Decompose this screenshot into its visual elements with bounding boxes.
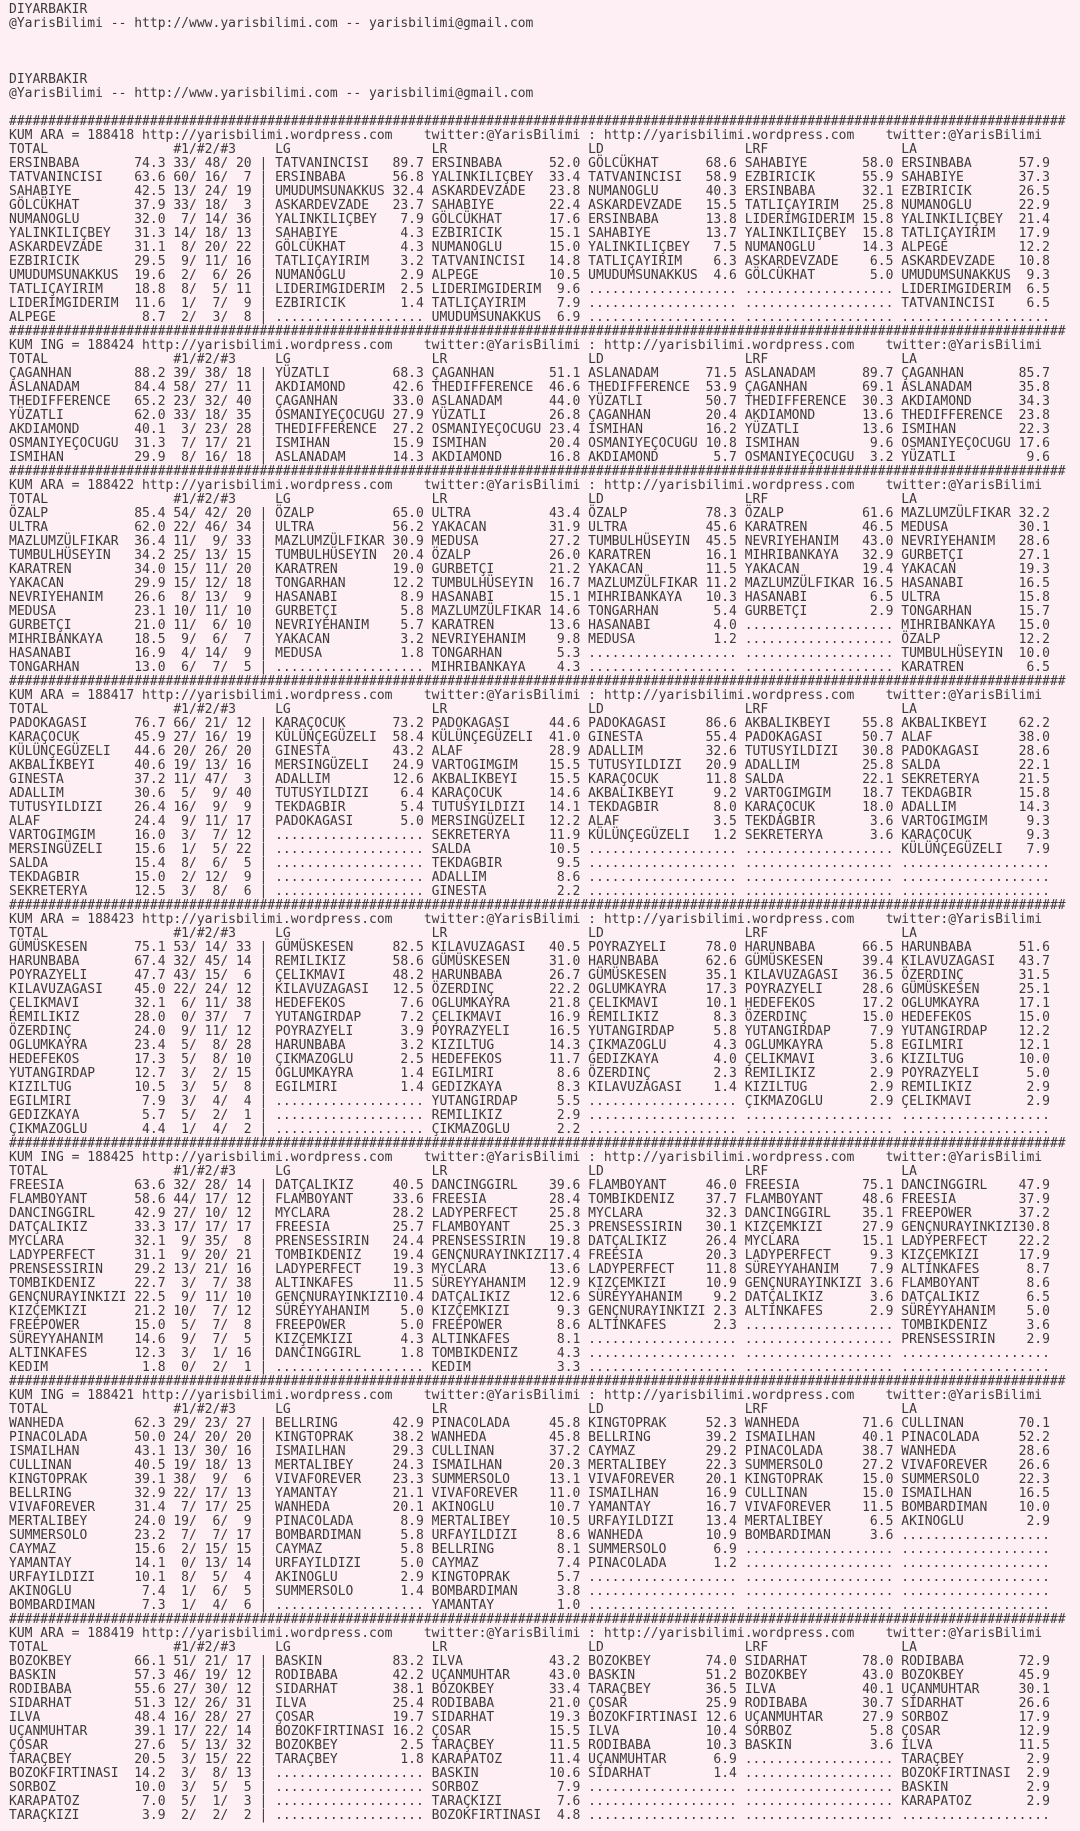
blank-line (9, 45, 1080, 59)
table-row: BELLRING 32.9 22/ 17/ 13 | YAMANTAY 21.1 VIVAFOREVER 11.0 ISMAILHAN 16.9 CULLINAN 15.0 ISMAILHAN 16.5 (9, 1486, 1050, 1501)
column-header: TOTAL #1/#2/#3 LG LR LD LRF LA (9, 492, 917, 507)
table-row: KIZÇEMKIZI 21.2 10/ 7/ 12 | SÜREYYAHANIM 5.0 KIZÇEMKIZI 9.3 GENÇNURAYINKIZI 2.3 ALTINKAFES 2.9 SÜREYYAHANIM 5.0 (9, 1304, 1050, 1319)
race-section (9, 1613, 1080, 1823)
table-row: ASLANADAM 84.4 58/ 27/ 11 | AKDIAMOND 42.6 THEDIFFERENCE 46.6 THEDIFFERENCE 53.9 ÇAGANHAN 69.1 ASLANADAM 35.8 (9, 380, 1050, 395)
table-row: TATVANINCISI 63.6 60/ 16/ 7 | ERSINBABA 56.8 YALINKILIÇBEY 33.4 TATVANINCISI 58.9 EZBIRICIK 55.9 SAHABIYE 37.3 (9, 170, 1050, 185)
table-row: AKINOGLU 7.4 1/ 6/ 5 | SUMMERSOLO 1.4 BOMBARDIMAN 3.8 ................... ................... ................... (9, 1584, 1050, 1599)
table-row: GÜMÜSKESEN 75.1 53/ 14/ 33 | GÜMÜSKESEN 82.5 KILAVUZAGASI 40.5 POYRAZYELI 78.0 HARUNBABA 66.5 HARUNBABA 51.6 (9, 940, 1050, 955)
table-row: NEVRIYEHANIM 26.6 8/ 13/ 9 | HASANABI 8.9 HASANABI 15.1 MIHRIBANKAYA 10.3 HASANABI 6.5 ULTRA 15.8 (9, 590, 1050, 605)
table-row: BOZOKFIRTINASI 14.2 3/ 8/ 13 | ................... BASKIN 10.6 SIDARHAT 1.4 ................... BOZOKFIRTINASI 2.9 (9, 1766, 1050, 1781)
table-row: OSMANIYEÇOCUGU 31.3 7/ 17/ 21 | ISMIHAN 15.9 ISMIHAN 20.4 OSMANIYEÇOCUGU 10.8 ISMIHAN 9.6 OSMANIYEÇOCUGU 17.6 (9, 436, 1050, 451)
table-row: TOMBIKDENIZ 22.7 3/ 7/ 38 | ALTINKAFES 11.5 SÜREYYAHANIM 12.9 KIZÇEMKIZI 10.9 GENÇNURAYINKIZI 3.6 FLAMBOYANT 8.6 (9, 1276, 1050, 1291)
table-row: YAKACAN 29.9 15/ 12/ 18 | TONGARHAN 12.2 TUMBULHÜSEYIN 16.7 MAZLUMZÜLFIKAR 11.2 MAZLUMZÜLFIKAR 16.5 HASANABI 16.5 (9, 576, 1050, 591)
table-row: LIDERIMGIDERIM 11.6 1/ 7/ 9 | EZBIRICIK 1.4 TATLIÇAYIRIM 7.9 ................... ................... TATVANINCISI 6.5 (9, 296, 1050, 311)
table-row: REMILIKIZ 28.0 0/ 37/ 7 | YUTANGIRDAP 7.2 ÇELIKMAVI 16.9 REMILIKIZ 8.3 ÖZERDINÇ 15.0 HEDEFEKOS 15.0 (9, 1010, 1050, 1025)
table-row: ULTRA 62.0 22/ 46/ 34 | ULTRA 56.2 YAKACAN 31.9 ULTRA 45.6 KARATREN 46.5 MEDUSA 30.1 (9, 520, 1050, 535)
race-section (9, 675, 1080, 899)
table-row: MAZLUMZÜLFIKAR 36.4 11/ 9/ 33 | MAZLUMZÜLFIKAR 30.9 MEDUSA 27.2 TUMBULHÜSEYIN 45.5 NEVRIYEHANIM 43.0 NEVRIYEHANIM 28.6 (9, 534, 1050, 549)
table-row: PRENSESSIRIN 29.2 13/ 21/ 16 | LADYPERFECT 19.3 MYCLARA 13.6 LADYPERFECT 11.8 SÜREYYAHANIM 7.9 ALTINKAFES 8.7 (9, 1262, 1050, 1277)
table-row: KARATREN 34.0 15/ 11/ 20 | KARATREN 19.0 GURBETÇI 21.2 YAKACAN 11.5 YAKACAN 19.4 YAKACAN 19.3 (9, 562, 1050, 577)
table-row: NUMANOGLU 32.0 7/ 14/ 36 | YALINKILIÇBEY 7.9 GÖLCÜKHAT 17.6 ERSINBABA 13.8 LIDERIMGIDERIM 15.8 YALINKILIÇBEY 21.4 (9, 212, 1050, 227)
table-row: GENÇNURAYINKIZI 22.5 9/ 11/ 10 | GENÇNURAYINKIZI10.4 DATÇALIKIZ 12.6 SÜREYYAHANIM 9.2 DATÇALIKIZ 3.6 DATÇALIKIZ 6.5 (9, 1290, 1050, 1305)
section-separator: ####################################################################################################################################### (9, 1136, 1066, 1151)
table-row: MERSINGÜZELI 15.6 1/ 5/ 22 | ................... SALDA 10.5 ................... ................... KÜLÜNÇEGÜZELI 7.9 (9, 842, 1050, 857)
table-row: VARTOGIMGIM 16.0 3/ 7/ 12 | ................... SEKRETERYA 11.9 KÜLÜNÇEGÜZELI 1.2 SEKRETERYA 3.6 KARAÇOCUK 9.3 (9, 828, 1050, 843)
table-row: KIZILTUG 10.5 3/ 5/ 8 | EGILMIRI 1.4 GEDIZKAYA 8.3 KILAVUZAGASI 1.4 KIZILTUG 2.9 REMILIKIZ 2.9 (9, 1080, 1050, 1095)
table-row: ÖZERDINÇ 24.0 9/ 11/ 12 | POYRAZYELI 3.9 POYRAZYELI 16.5 YUTANGIRDAP 5.8 YUTANGIRDAP 7.9 YUTANGIRDAP 12.2 (9, 1024, 1050, 1039)
table-row: CAYMAZ 15.6 2/ 15/ 15 | CAYMAZ 5.8 BELLRING 8.1 SUMMERSOLO 6.9 ................... ................... (9, 1542, 1050, 1557)
section-separator: ####################################################################################################################################### (9, 898, 1066, 913)
table-row: BASKIN 57.3 46/ 19/ 12 | RODIBABA 42.2 UÇANMUHTAR 43.0 BASKIN 51.2 BOZOKBEY 43.0 BOZOKBEY 45.9 (9, 1668, 1050, 1683)
table-row: KARAPATOZ 7.0 5/ 1/ 3 | ................... TARAÇKIZI 7.6 ................... ................... KARAPATOZ 2.9 (9, 1794, 1050, 1809)
table-row: KILAVUZAGASI 45.0 22/ 24/ 12 | KILAVUZAGASI 12.5 ÖZERDINÇ 22.2 OGLUMKAYRA 17.3 POYRAZYELI 28.6 GÜMÜSKESEN 25.1 (9, 982, 1050, 997)
table-row: TUTUSYILDIZI 26.4 16/ 9/ 9 | TEKDAGBIR 5.4 TUTUSYILDIZI 14.1 TEKDAGBIR 8.0 KARAÇOCUK 18.0 ADALLIM 14.3 (9, 800, 1050, 815)
column-header: TOTAL #1/#2/#3 LG LR LD LRF LA (9, 1164, 917, 1179)
table-row: THEDIFFERENCE 65.2 23/ 32/ 40 | ÇAGANHAN 33.0 ASLANADAM 44.0 YÜZATLI 50.7 THEDIFFERENCE 30.3 AKDIAMOND 34.3 (9, 394, 1050, 409)
table-row: TARAÇKIZI 3.9 2/ 2/ 2 | ................... BOZOKFIRTINASI 4.8 ................... ................... ................... (9, 1808, 1050, 1823)
table-row: EGILMIRI 7.9 3/ 4/ 4 | ................... YUTANGIRDAP 5.5 ................... ÇIKMAZOGLU 2.9 ÇELIKMAVI 2.9 (9, 1094, 1050, 1109)
table-row: ÖZALP 85.4 54/ 42/ 20 | ÖZALP 65.0 ULTRA 43.4 ÖZALP 78.3 ÖZALP 61.6 MAZLUMZÜLFIKAR 32.2 (9, 506, 1050, 521)
table-row: MYCLARA 32.1 9/ 35/ 8 | PRENSESSIRIN 24.4 PRENSESSIRIN 19.8 DATÇALIKIZ 26.4 MYCLARA 15.1 LADYPERFECT 22.2 (9, 1234, 1050, 1249)
race-sections (9, 115, 1080, 1823)
column-header: TOTAL #1/#2/#3 LG LR LD LRF LA (9, 702, 917, 717)
table-row: ALAF 24.4 9/ 11/ 17 | PADOKAGASI 5.0 MERSINGÜZELI 12.2 ALAF 3.5 TEKDAGBIR 3.6 VARTOGIMGIM 9.3 (9, 814, 1050, 829)
table-row: ISMIHAN 29.9 8/ 16/ 18 | ASLANADAM 14.3 AKDIAMOND 16.8 AKDIAMOND 5.7 OSMANIYEÇOCUGU 3.2 YÜZATLI 9.6 (9, 450, 1050, 465)
table-row: EZBIRICIK 29.5 9/ 11/ 16 | TATLIÇAYIRIM 3.2 TATVANINCISI 14.8 TATLIÇAYIRIM 6.3 ASKARDEVZADE 6.5 ASKARDEVZADE 10.8 (9, 254, 1050, 269)
table-row: ASKARDEVZADE 31.1 8/ 20/ 22 | GÖLCÜKHAT 4.3 NUMANOGLU 15.0 YALINKILIÇBEY 7.5 NUMANOGLU 14.3 ALPEGE 12.2 (9, 240, 1050, 255)
table-row: VIVAFOREVER 31.4 7/ 17/ 25 | WANHEDA 20.1 AKINOGLU 10.7 YAMANTAY 16.7 VIVAFOREVER 11.5 BOMBARDIMAN 10.0 (9, 1500, 1050, 1515)
table-row: SUMMERSOLO 23.2 7/ 7/ 17 | BOMBARDIMAN 5.8 URFAYILDIZI 8.6 WANHEDA 10.9 BOMBARDIMAN 3.6 ................... (9, 1528, 1050, 1543)
table-row: MIHRIBANKAYA 18.5 9/ 6/ 7 | YAKACAN 3.2 NEVRIYEHANIM 9.8 MEDUSA 1.2 ................... ÖZALP 12.2 (9, 632, 1050, 647)
section-title: KUM ARA = 188418 http://yarisbilimi.wordpress.com twitter:@YarisBilimi : http://yarisbilimi.wordpress.com twitter:@YarisBilimi (9, 128, 1043, 143)
table-row: YUTANGIRDAP 12.7 3/ 2/ 15 | OGLUMKAYRA 1.4 EGILMIRI 8.6 ÖZERDINÇ 2.3 REMILIKIZ 2.9 POYRAZYELI 5.0 (9, 1066, 1050, 1081)
table-row: ÇIKMAZOGLU 4.4 1/ 4/ 2 | ................... ÇIKMAZOGLU 2.2 ................... ................... ................... (9, 1122, 1050, 1137)
section-title: KUM ING = 188424 http://yarisbilimi.wordpress.com twitter:@YarisBilimi : http://yarisbilimi.wordpress.com twitter:@YarisBilimi (9, 338, 1043, 353)
section-title: KUM ING = 188425 http://yarisbilimi.wordpress.com twitter:@YarisBilimi : http://yarisbilimi.wordpress.com twitter:@YarisBilimi (9, 1150, 1043, 1165)
table-row: KARAÇOCUK 45.9 27/ 16/ 19 | KÜLÜNÇEGÜZELI 58.4 KÜLÜNÇEGÜZELI 41.0 GINESTA 55.4 PADOKAGASI 50.7 ALAF 38.0 (9, 730, 1050, 745)
table-row: DATÇALIKIZ 33.3 17/ 17/ 17 | FREESIA 25.7 FLAMBOYANT 25.3 PRENSESSIRIN 30.1 KIZÇEMKIZI 27.9 GENÇNURAYINKIZI30.8 (9, 1220, 1050, 1235)
blank-line (9, 31, 1080, 45)
doc-title: DIYARBAKIR (9, 2, 88, 17)
doc-contact: @YarisBilimi -- http://www.yarisbilimi.com -- yarisbilimi@gmail.com (9, 16, 534, 31)
table-row: KÜLÜNÇEGÜZELI 44.6 20/ 26/ 20 | GINESTA 43.2 ALAF 28.9 ADALLIM 32.6 TUTUSYILDIZI 30.8 PADOKAGASI 28.6 (9, 744, 1050, 759)
table-row: AKDIAMOND 40.1 3/ 23/ 28 | THEDIFFERENCE 27.2 OSMANIYEÇOCUGU 23.4 ISMIHAN 16.2 YÜZATLI 13.6 ISMIHAN 22.3 (9, 422, 1050, 437)
table-row: ALPEGE 8.7 2/ 3/ 8 | ................... UMUDUMSUNAKKUS 6.9 ................... ................... ................... (9, 310, 1050, 325)
table-row: HASANABI 16.9 4/ 14/ 9 | MEDUSA 1.8 TONGARHAN 5.3 ................... ................... TUMBULHÜSEYIN 10.0 (9, 646, 1050, 661)
table-row: GEDIZKAYA 5.7 5/ 2/ 1 | ................... REMILIKIZ 2.9 ................... ................... ................... (9, 1108, 1050, 1123)
table-row: ISMAILHAN 43.1 13/ 30/ 16 | ISMAILHAN 29.3 CULLINAN 37.2 CAYMAZ 29.2 PINACOLADA 38.7 WANHEDA 28.6 (9, 1444, 1050, 1459)
table-row: MEDUSA 23.1 10/ 11/ 10 | GURBETÇI 5.8 MAZLUMZÜLFIKAR 14.6 TONGARHAN 5.4 GURBETÇI 2.9 TONGARHAN 15.7 (9, 604, 1050, 619)
race-section (9, 899, 1080, 1137)
table-row: DANCINGGIRL 42.9 27/ 10/ 12 | MYCLARA 28.2 LADYPERFECT 25.8 MYCLARA 32.3 DANCINGGIRL 35.1 FREEPOWER 37.2 (9, 1206, 1050, 1221)
column-header: TOTAL #1/#2/#3 LG LR LD LRF LA (9, 142, 917, 157)
table-row: POYRAZYELI 47.7 43/ 15/ 6 | ÇELIKMAVI 48.2 HARUNBABA 26.7 GÜMÜSKESEN 35.1 KILAVUZAGASI 36.5 ÖZERDINÇ 31.5 (9, 968, 1050, 983)
table-row: SORBOZ 10.0 3/ 5/ 5 | ................... SORBOZ 7.9 ................... ................... BASKIN 2.9 (9, 1780, 1050, 1795)
table-row: TEKDAGBIR 15.0 2/ 12/ 9 | ................... ADALLIM 8.6 ................... ................... ................... (9, 870, 1050, 885)
table-row: ILVA 48.4 16/ 28/ 27 | ÇOSAR 19.7 SIDARHAT 19.3 BOZOKFIRTINASI 12.6 UÇANMUHTAR 27.9 SORBOZ 17.9 (9, 1710, 1050, 1725)
document-header (9, 3, 1080, 115)
table-row: YÜZATLI 62.0 33/ 18/ 35 | OSMANIYEÇOCUGU 27.9 YÜZATLI 26.8 ÇAGANHAN 20.4 AKDIAMOND 13.6 THEDIFFERENCE 23.8 (9, 408, 1050, 423)
table-row: SALDA 15.4 8/ 6/ 5 | ................... TEKDAGBIR 9.5 ................... ................... ................... (9, 856, 1050, 871)
table-row: TATLIÇAYIRIM 18.8 8/ 5/ 11 | LIDERIMGIDERIM 2.5 LIDERIMGIDERIM 9.6 ................... ................... LIDERIMGIDERIM 6.5 (9, 282, 1050, 297)
table-row: FLAMBOYANT 58.6 44/ 17/ 12 | FLAMBOYANT 33.6 FREESIA 28.4 TOMBIKDENIZ 37.7 FLAMBOYANT 48.6 FREESIA 37.9 (9, 1192, 1050, 1207)
table-row: ADALLIM 30.6 5/ 9/ 40 | TUTUSYILDIZI 6.4 KARAÇOCUK 14.6 AKBALIKBEYI 9.2 VARTOGIMGIM 18.7 TEKDAGBIR 15.8 (9, 786, 1050, 801)
table-row: KEDIM 1.8 0/ 2/ 1 | ................... KEDIM 3.3 ................... ................... ................... (9, 1360, 1050, 1375)
column-header: TOTAL #1/#2/#3 LG LR LD LRF LA (9, 1402, 917, 1417)
section-title: KUM ING = 188421 http://yarisbilimi.wordpress.com twitter:@YarisBilimi : http://yarisbilimi.wordpress.com twitter:@YarisBilimi (9, 1388, 1043, 1403)
table-row: GINESTA 37.2 11/ 47/ 3 | ADALLIM 12.6 AKBALIKBEYI 15.5 KARAÇOCUK 11.8 SALDA 22.1 SEKRETERYA 21.5 (9, 772, 1050, 787)
table-row: HEDEFEKOS 17.3 5/ 8/ 10 | ÇIKMAZOGLU 2.5 HEDEFEKOS 11.7 GEDIZKAYA 4.0 ÇELIKMAVI 3.6 KIZILTUG 10.0 (9, 1052, 1050, 1067)
section-separator: ####################################################################################################################################### (9, 324, 1066, 339)
table-row: TARAÇBEY 20.5 3/ 15/ 22 | TARAÇBEY 1.8 KARAPATOZ 11.4 UÇANMUHTAR 6.9 ................... TARAÇBEY 2.9 (9, 1752, 1050, 1767)
race-section (9, 1375, 1080, 1613)
doc-contact: @YarisBilimi -- http://www.yarisbilimi.com -- yarisbilimi@gmail.com (9, 86, 534, 101)
table-row: RODIBABA 55.6 27/ 30/ 12 | SIDARHAT 38.1 BOZOKBEY 33.4 TARAÇBEY 36.5 ILVA 40.1 UÇANMUHTAR 30.1 (9, 1682, 1050, 1697)
table-row: TUMBULHÜSEYIN 34.2 25/ 13/ 15 | TUMBULHÜSEYIN 20.4 ÖZALP 26.0 KARATREN 16.1 MIHRIBANKAYA 32.9 GURBETÇI 27.1 (9, 548, 1050, 563)
section-separator: ####################################################################################################################################### (9, 1612, 1066, 1627)
table-row: FREESIA 63.6 32/ 28/ 14 | DATÇALIKIZ 40.5 DANCINGGIRL 39.6 FLAMBOYANT 46.0 FREESIA 75.1 DANCINGGIRL 47.9 (9, 1178, 1050, 1193)
section-title: KUM ARA = 188419 http://yarisbilimi.wordpress.com twitter:@YarisBilimi : http://yarisbilimi.wordpress.com twitter:@YarisBilimi (9, 1626, 1043, 1641)
table-row: GURBETÇI 21.0 11/ 6/ 10 | NEVRIYEHANIM 5.7 KARATREN 13.6 HASANABI 4.0 ................... MIHRIBANKAYA 15.0 (9, 618, 1050, 633)
table-row: SIDARHAT 51.3 12/ 26/ 31 | ILVA 25.4 RODIBABA 21.0 ÇOSAR 25.9 RODIBABA 30.7 SIDARHAT 26.6 (9, 1696, 1050, 1711)
table-row: OGLUMKAYRA 23.4 5/ 8/ 28 | HARUNBABA 3.2 KIZILTUG 14.3 ÇIKMAZOGLU 4.3 OGLUMKAYRA 5.8 EGILMIRI 12.1 (9, 1038, 1050, 1053)
table-row: SAHABIYE 42.5 13/ 24/ 19 | UMUDUMSUNAKKUS 32.4 ASKARDEVZADE 23.8 NUMANOGLU 40.3 ERSINBABA 32.1 EZBIRICIK 26.5 (9, 184, 1050, 199)
column-header: TOTAL #1/#2/#3 LG LR LD LRF LA (9, 1640, 917, 1655)
blank-line (9, 59, 1080, 73)
section-separator: ####################################################################################################################################### (9, 1374, 1066, 1389)
table-row: SEKRETERYA 12.5 3/ 8/ 6 | ................... GINESTA 2.2 ................... ................... ................... (9, 884, 1050, 899)
doc-title: DIYARBAKIR (9, 72, 88, 87)
table-row: UÇANMUHTAR 39.1 17/ 22/ 14 | BOZOKFIRTINASI 16.2 ÇOSAR 15.5 ILVA 10.4 SORBOZ 5.8 ÇOSAR 12.9 (9, 1724, 1050, 1739)
table-row: FREEPOWER 15.0 5/ 7/ 8 | FREEPOWER 5.0 FREEPOWER 8.6 ALTINKAFES 2.3 ................... TOMBIKDENIZ 3.6 (9, 1318, 1050, 1333)
table-row: ÇELIKMAVI 32.1 6/ 11/ 38 | HEDEFEKOS 7.6 OGLUMKAYRA 21.8 ÇELIKMAVI 10.1 HEDEFEKOS 17.2 OGLUMKAYRA 17.1 (9, 996, 1050, 1011)
table-row: CULLINAN 40.5 19/ 18/ 13 | MERTALIBEY 24.3 ISMAILHAN 20.3 MERTALIBEY 22.3 SUMMERSOLO 27.2 VIVAFOREVER 26.6 (9, 1458, 1050, 1473)
column-header: TOTAL #1/#2/#3 LG LR LD LRF LA (9, 926, 917, 941)
table-row: GÖLCÜKHAT 37.9 33/ 18/ 3 | ASKARDEVZADE 23.7 SAHABIYE 22.4 ASKARDEVZADE 15.5 TATLIÇAYIRIM 25.8 NUMANOGLU 22.9 (9, 198, 1050, 213)
table-row: URFAYILDIZI 10.1 8/ 5/ 4 | AKINOGLU 2.9 KINGTOPRAK 5.7 ................... ................... ................... (9, 1570, 1050, 1585)
table-row: BOMBARDIMAN 7.3 1/ 4/ 6 | ................... YAMANTAY 1.0 ................... ................... ................... (9, 1598, 1050, 1613)
column-header: TOTAL #1/#2/#3 LG LR LD LRF LA (9, 352, 917, 367)
section-separator: ####################################################################################################################################### (9, 464, 1066, 479)
table-row: KINGTOPRAK 39.1 38/ 9/ 6 | VIVAFOREVER 23.3 SUMMERSOLO 13.1 VIVAFOREVER 20.1 KINGTOPRAK 15.0 SUMMERSOLO 22.3 (9, 1472, 1050, 1487)
table-row: AKBALIKBEYI 40.6 19/ 13/ 16 | MERSINGÜZELI 24.9 VARTOGIMGIM 15.5 TUTUSYILDIZI 20.9 ADALLIM 25.8 SALDA 22.1 (9, 758, 1050, 773)
table-row: YALINKILIÇBEY 31.3 14/ 18/ 13 | SAHABIYE 4.3 EZBIRICIK 15.1 SAHABIYE 13.7 YALINKILIÇBEY 15.8 TATLIÇAYIRIM 17.9 (9, 226, 1050, 241)
table-row: ÇOSAR 27.6 5/ 13/ 32 | BOZOKBEY 2.5 TARAÇBEY 11.5 RODIBABA 10.3 BASKIN 3.6 ILVA 11.5 (9, 1738, 1050, 1753)
table-row: HARUNBABA 67.4 32/ 45/ 14 | REMILIKIZ 58.6 GÜMÜSKESEN 31.0 HARUNBABA 62.6 GÜMÜSKESEN 39.4 KILAVUZAGASI 43.7 (9, 954, 1050, 969)
blank-line (9, 101, 1080, 115)
race-section (9, 465, 1080, 675)
table-row: SÜREYYAHANIM 14.6 9/ 7/ 5 | KIZÇEMKIZI 4.3 ALTINKAFES 8.1 ................... ................... PRENSESSIRIN 2.9 (9, 1332, 1050, 1347)
table-row: PADOKAGASI 76.7 66/ 21/ 12 | KARAÇOCUK 73.2 PADOKAGASI 44.6 PADOKAGASI 86.6 AKBALIKBEYI 55.8 AKBALIKBEYI 62.2 (9, 716, 1050, 731)
section-title: KUM ARA = 188422 http://yarisbilimi.wordpress.com twitter:@YarisBilimi : http://yarisbilimi.wordpress.com twitter:@YarisBilimi (9, 478, 1043, 493)
race-section (9, 1137, 1080, 1375)
table-row: TONGARHAN 13.0 6/ 7/ 5 | ................... MIHRIBANKAYA 4.3 ................... ................... KARATREN 6.5 (9, 660, 1050, 675)
table-row: ÇAGANHAN 88.2 39/ 38/ 18 | YÜZATLI 68.3 ÇAGANHAN 51.1 ASLANADAM 71.5 ASLANADAM 89.7 ÇAGANHAN 85.7 (9, 366, 1050, 381)
race-section (9, 325, 1080, 465)
section-title: KUM ARA = 188417 http://yarisbilimi.wordpress.com twitter:@YarisBilimi : http://yarisbilimi.wordpress.com twitter:@YarisBilimi (9, 688, 1043, 703)
table-row: WANHEDA 62.3 29/ 23/ 27 | BELLRING 42.9 PINACOLADA 45.8 KINGTOPRAK 52.3 WANHEDA 71.6 CULLINAN 70.1 (9, 1416, 1050, 1431)
table-row: BOZOKBEY 66.1 51/ 21/ 17 | BASKIN 83.2 ILVA 43.2 BOZOKBEY 74.0 SIDARHAT 78.0 RODIBABA 72.9 (9, 1654, 1050, 1669)
section-separator: ####################################################################################################################################### (9, 674, 1066, 689)
section-separator: ####################################################################################################################################### (9, 114, 1066, 129)
table-row: ERSINBABA 74.3 33/ 48/ 20 | TATVANINCISI 89.7 ERSINBABA 52.0 GÖLCÜKHAT 68.6 SAHABIYE 58.0 ERSINBABA 57.9 (9, 156, 1050, 171)
race-section (9, 115, 1080, 325)
table-row: LADYPERFECT 31.1 9/ 20/ 21 | TOMBIKDENIZ 19.4 GENÇNURAYINKIZI17.4 FREESIA 20.3 LADYPERFECT 9.3 KIZÇEMKIZI 17.9 (9, 1248, 1050, 1263)
table-row: PINACOLADA 50.0 24/ 20/ 20 | KINGTOPRAK 38.2 WANHEDA 45.8 BELLRING 39.2 ISMAILHAN 40.1 PINACOLADA 52.2 (9, 1430, 1050, 1445)
table-row: UMUDUMSUNAKKUS 19.6 2/ 6/ 26 | NUMANOGLU 2.9 ALPEGE 10.5 UMUDUMSUNAKKUS 4.6 GÖLCÜKHAT 5.0 UMUDUMSUNAKKUS 9.3 (9, 268, 1050, 283)
table-row: ALTINKAFES 12.3 3/ 1/ 16 | DANCINGGIRL 1.8 TOMBIKDENIZ 4.3 ................... ................... ................... (9, 1346, 1050, 1361)
section-title: KUM ARA = 188423 http://yarisbilimi.wordpress.com twitter:@YarisBilimi : http://yarisbilimi.wordpress.com twitter:@YarisBilimi (9, 912, 1043, 927)
table-row: YAMANTAY 14.1 0/ 13/ 14 | URFAYILDIZI 5.0 CAYMAZ 7.4 PINACOLADA 1.2 ................... ................... (9, 1556, 1050, 1571)
table-row: MERTALIBEY 24.0 19/ 6/ 9 | PINACOLADA 8.9 MERTALIBEY 10.5 URFAYILDIZI 13.4 MERTALIBEY 6.5 AKINOGLU 2.9 (9, 1514, 1050, 1529)
